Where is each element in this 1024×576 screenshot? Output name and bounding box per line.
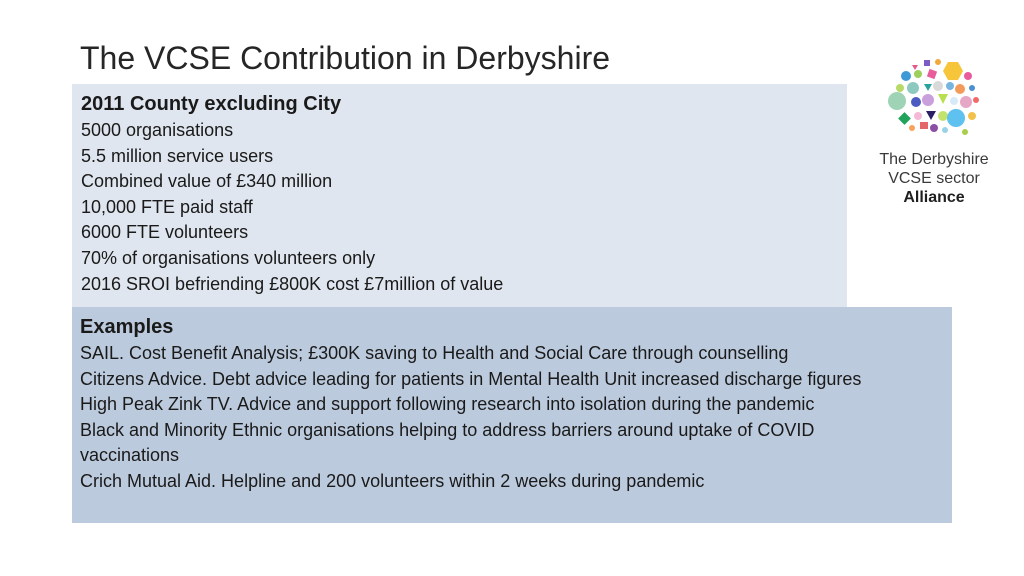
example-line: Crich Mutual Aid. Helpline and 200 volunteers within 2 weeks during pandemic xyxy=(80,470,705,491)
logo-text-line: VCSE sector xyxy=(888,170,980,187)
logo-text-line: Alliance xyxy=(903,189,965,206)
example-line: High Peak Zink TV. Advice and support following research into isolation during the pandemic xyxy=(80,394,815,415)
examples-heading: Examples xyxy=(80,316,174,338)
logo-wordmark xyxy=(858,150,1010,207)
county-stat-line: 70% of organisations volunteers only xyxy=(81,247,376,268)
page-title: The VCSE Contribution in Derbyshire xyxy=(80,40,611,76)
county-stats-heading: 2011 County excluding City xyxy=(81,93,342,115)
county-stat-line: 10,000 FTE paid staff xyxy=(81,196,253,217)
example-line: Citizens Advice. Debt advice leading for patients in Mental Health Unit increased discharge figures xyxy=(80,368,862,389)
derbyshire-vcse-alliance-logo xyxy=(858,56,1010,216)
colorful-shapes-cluster-icon xyxy=(888,56,980,144)
examples-panel xyxy=(72,307,952,523)
county-stat-line: 6000 FTE volunteers xyxy=(81,222,249,243)
county-stat-line: Combined value of £340 million xyxy=(81,171,333,192)
example-line: Black and Minority Ethnic organisations helping to address barriers around uptake of COVID xyxy=(80,419,815,440)
county-stat-line: 2016 SROI befriending £800K cost £7million of value xyxy=(81,273,504,294)
county-stat-line: 5000 organisations xyxy=(81,120,234,140)
example-line: vaccinations xyxy=(80,445,180,466)
logo-text-line: The Derbyshire xyxy=(879,151,989,168)
county-stat-line: 5.5 million service users xyxy=(81,145,274,166)
county-stats-panel xyxy=(72,84,847,307)
example-line: SAIL. Cost Benefit Analysis; £300K saving to Health and Social Care through counselling xyxy=(80,343,789,363)
